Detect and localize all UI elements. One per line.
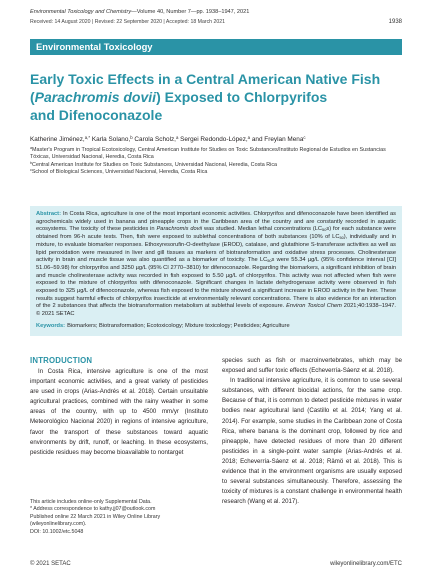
text-run: s were 55.34 µg/L (95% confidence interval [CI] 51.06–59.98) for chlorpyrifos and 3250 µg/L (95% CI 2770–3810) for difenoconazole. Regarding the biomarkers, a significant inhibition of brain and muscle cholinesterase activity was recorded in fish exposed to 5.50 µg/L of chlorpyrifos. This activity was not affected when fish were exposed to the mixture of chlorpyrifos with difenoconazole. Significant changes in lactate dehydrogenase activity were observed in fish exposed to 325 µg/L of difenoconazole, whereas fish exposed to the mixture showed a significant increase in EROD activity in the liver. These results suggest harmful effects of chlorpyrifos insecticide at environmentally relevant concentrations. There is also evidence for an interaction of the 2 substances that affects the biotransformation metabolism at sublethal levels of exposure. — [36, 257, 396, 310]
superscript-mark: b — [130, 134, 133, 140]
text-run: Carola Scholz, — [132, 136, 176, 143]
italic-text: Environ Toxicol Chem — [286, 303, 342, 310]
abstract-box — [30, 206, 402, 336]
affiliation-mark: a — [30, 146, 33, 151]
text-run: Katherine Jiménez, — [30, 136, 85, 143]
text-run: ), individually and in mixture, to evaluate biomarker responses. Ethoxyresorufin-O-deethylase (EROD), catalase, and glutathione S-transferase activities as well as lipid peroxidation were measured in liver and gill tissues as markers of biotransformation and oxidative stress processes. Cholinesterase activity in brain and muscle tissue was also quantified as a biomarker of toxicity. The LC — [36, 234, 396, 264]
footnote-doi: DOI: 10.1002/etc.5048 — [30, 528, 84, 535]
text-run: ( — [30, 89, 35, 105]
left-column — [30, 367, 208, 458]
affiliation-mark: c — [30, 168, 32, 173]
text-run: and Difenoconazole — [30, 107, 163, 123]
affiliation-text: School of Biological Sciences, Universidad Nacional, Heredia, Costa Rica — [31, 169, 208, 176]
text-run: and Freylan Mena — [250, 136, 304, 143]
title-line — [30, 70, 410, 88]
keywords-text: Biomarkers; Biotransformation; Ecotoxicology; Mixture toxicology; Pesticides; Agriculture — [67, 322, 290, 329]
superscript-mark: a — [175, 134, 179, 140]
footnote-supplemental: This article includes online-only Supplemental Data. — [30, 499, 152, 505]
affiliation-text: Master's Program in Tropical Ecotoxicology, Central American Institute for Studies on Toxic Substances/Instituto Regional de Estudios en Sustancias Tóxicas, Universidad Nacional, Heredia, Costa Rica — [30, 147, 386, 161]
section-banner-label: Environmental Toxicology — [36, 41, 153, 52]
text-run: In Costa Rica, agriculture is one of the most important economic activities. Chlorpyrifos and difenoconazole have been identified as agrochemicals widely used in banana and pineapple crops in the Caribbean area of the country and are constantly recorded in aquatic ecosystems. The toxicity of these pesticides in — [36, 211, 396, 233]
footnote-correspondence: * Address correspondence to kathy.jj07@outlook.com — [30, 506, 156, 513]
journal-citation — [30, 9, 249, 16]
body-paragraph: In traditional intensive agriculture, it is common to use several substances, with different biocidal actions, for the same crop. Because of that, it is common to detect pesticide mixtures in water bodies near agricultural land (Castillo et al. 2014; Yang et al. 2014). For example, some studies in the Caribbean zone of Costa Rica, where banana is the dominant crop, followed by rice and pineapple, have detected residues of more than 20 different pesticides in a single-point water sample (Arias-Andrés et al. 2018; Echeverría-Sáenz et al. 2018; Rämö et al. 2018). This is evidence that in the environment organisms are usually exposed to several substances simultaneously. Therefore, assessing the toxicity of mixtures is a constant challenge in environmental health research (Wang et al. 2017). — [222, 377, 402, 506]
text-run: —Volume 40, Number 7—pp. 1938–1947, 2021 — [131, 9, 250, 15]
italic-text: Parachromis dovii — [34, 89, 157, 105]
abstract-text — [36, 211, 396, 317]
title-line — [30, 106, 410, 124]
body-paragraph: In Costa Rica, intensive agriculture is one of the most important economic activities, and a great variety of pesticides are used in crops (Arias-Andrés et al. 2018). Certain unsuitable agricultural practices, combined with the rainy weather in some areas of the country, with up to 4500 mm/yr (Instituto Meteorológico Nacional 2020) in regions of intensive agriculture, favor the transport of these substances toward aquatic environments by drift, runoff, or leaching. In these ecosystems, pesticide residues may become bioavailable to nontarget — [30, 368, 208, 456]
keywords — [36, 323, 396, 331]
subscript-text: 50 — [322, 227, 327, 233]
text-run: Sergei Redondo-López, — [178, 136, 248, 143]
affiliation-mark: b — [30, 160, 33, 165]
subscript-text: 50 — [267, 258, 272, 264]
text-run: s) for each substance were obtained from 96-h acute tests. Then, fish were exposed to sublethal concentrations of both substances (10% of LC — [36, 226, 396, 241]
affiliation — [30, 147, 402, 162]
section-banner — [30, 39, 402, 55]
footer-url-link[interactable]: wileyonlinelibrary.com/ETC — [330, 561, 402, 567]
right-column — [222, 356, 402, 507]
text-run: was studied. Median lethal concentrations (LC — [202, 226, 323, 233]
text-run: 2021;40:1938–1947. © 2021 SETAC — [36, 303, 396, 318]
keywords-label: Keywords: — [36, 322, 66, 329]
affiliations — [30, 147, 402, 177]
abstract-paragraph — [36, 211, 396, 319]
affiliation-text: Central American Institute for Studies on Toxic Substances, Universidad Nacional, Heredia, Costa Rica — [32, 161, 278, 168]
title-line — [30, 88, 410, 106]
abstract-label: Abstract: — [36, 211, 61, 217]
article-dates: Received: 14 August 2020 | Revised: 22 September 2020 | Accepted: 18 March 2021 — [30, 19, 226, 25]
subscript-text: 50 — [339, 235, 344, 241]
affiliation — [30, 162, 402, 169]
footer-copyright: © 2021 SETAC — [30, 561, 71, 567]
footnotes — [30, 499, 182, 536]
superscript-mark: a,* — [84, 134, 91, 140]
italic-text: Parachromis dovii — [156, 226, 203, 233]
text-run: ) Exposed to Chlorpyrifos — [156, 89, 328, 105]
affiliation — [30, 169, 402, 176]
superscript-mark: c — [303, 134, 306, 140]
text-run: Karla Solano, — [90, 136, 131, 143]
body-paragraph: species such as fish or macroinvertebrates, which may be exposed and suffer toxic effects (Echeverría-Sáenz et al. 2018). — [222, 357, 402, 375]
article-title — [30, 70, 410, 124]
superscript-mark: a — [247, 134, 251, 140]
italic-text: Environmental Toxicology and Chemistry — [30, 9, 132, 15]
section-heading-introduction: INTRODUCTION — [30, 356, 93, 365]
author-list — [30, 136, 402, 144]
page-number: 1938 — [388, 19, 402, 25]
text-run: Early Toxic Effects in a Central American Native Fish — [30, 71, 381, 87]
footnote-published: Published online 22 March 2021 in Wiley Online Library (wileyonlinelibrary.com). — [30, 513, 161, 528]
